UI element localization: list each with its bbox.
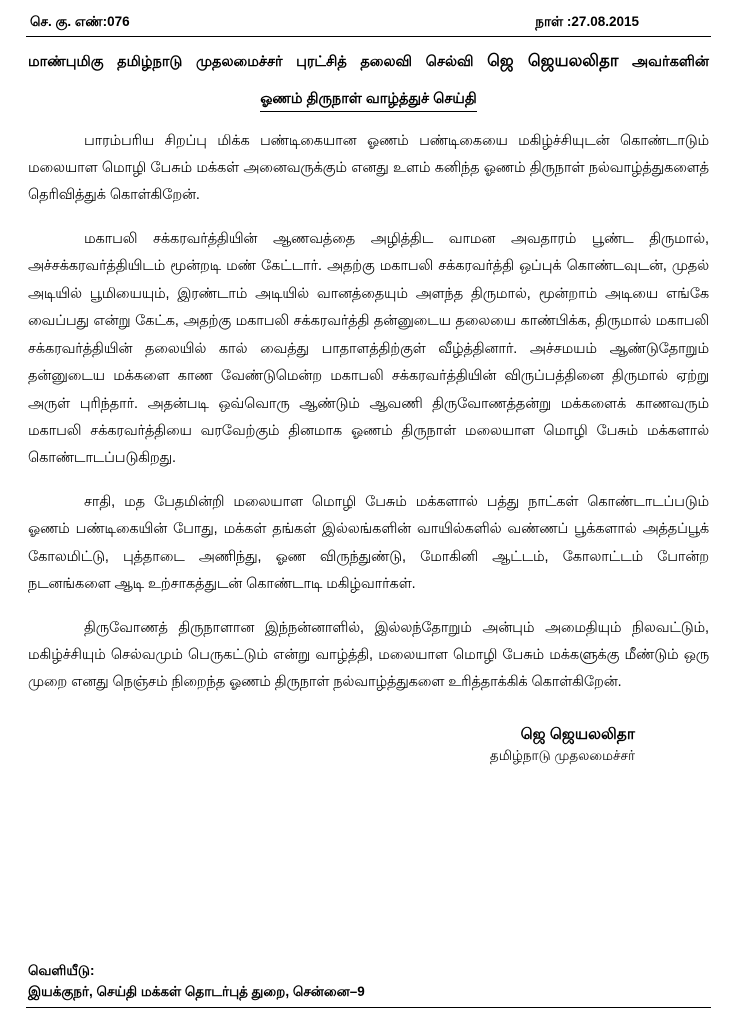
document-footer	[26, 963, 711, 1008]
addressee-name: ஜெ ஜெயலலிதா	[487, 52, 619, 70]
addressee-suffix: அவர்களின்	[618, 54, 709, 70]
signatory-designation: தமிழ்நாடு முதலமைச்சர்	[489, 748, 635, 764]
signature-block	[26, 723, 711, 767]
footer-label: வெளியீடு:	[28, 963, 95, 978]
header-divider	[26, 36, 711, 37]
body-paragraph-4: திருவோணத் திருநாளான இந்நன்னாளில், இல்லந்தோறும் அன்பும் அமைதியும் நிலவட்டும், மகிழ்ச்சியும் செல்வமும் பெருகட்டும் என்று வாழ்த்தி, மலையாள மொழி பேசும் மக்களுக்கு மீண்டும் ஒரு முறை எனது நெஞ்சம் நிறைந்த ஓணம் திருநாள் நல்வாழ்த்துகளை உரித்தாக்கிக் கொள்கிறேன்.	[28, 619, 709, 691]
addressee-line	[26, 49, 711, 75]
document-header	[26, 14, 711, 32]
body-paragraph-3: சாதி, மத பேதமின்றி மலையாள மொழி பேசும் மக்களால் பத்து நாட்கள் கொண்டாடப்படும் ஓணம் பண்டிகையின் போது, மக்கள் தங்கள் இல்லங்களின் வாயில்களில் வண்ணப் பூக்களால் அத்தப்பூக் கோலமிட்டு, புத்தாடை அணிந்து, ஓண விருந்துண்டு, மோகினி ஆட்டம், கோலாட்டம் போன்ற நடனங்களை ஆடி உற்சாகத்துடன் கொண்டாடி மகிழ்வார்கள்.	[28, 493, 709, 593]
footer-issuer: இயக்குநர், செய்தி மக்கள் தொடர்புத் துறை, சென்னை–9	[28, 984, 365, 999]
body-paragraph-2: மகாபலி சக்கரவர்த்தியின் ஆணவத்தை அழித்திட வாமன அவதாரம் பூண்ட திருமால், அச்சக்கரவர்த்தியிடம் மூன்றடி மண் கேட்டார். அதற்கு மகாபலி சக்கரவர்த்தி ஒப்புக் கொண்டவுடன், முதல் அடியில் பூமியையும், இரண்டாம் அடியில் வானத்தையும் அளந்த திருமால், மூன்றாம் அடியை எங்கே வைப்பது என்று கேட்க, அதற்கு மகாபலி சக்கரவர்த்தி தன்னுடைய தலையை காண்பிக்க, திருமால் மகாபலி சக்கரவர்த்தியின் தலையில் கால் வைத்து பாதாளத்திற்குள் வீழ்த்தினார். அச்சமயம் ஆண்டுதோறும் தன்னுடைய மக்களை காண வேண்டுமென்ற மகாபலி சக்கரவர்த்தியின் விருப்பத்தினை திருமால் ஏற்று அருள் புரிந்தார். அதன்படி ஒவ்வொரு ஆண்டும் ஆவணி திருவோணத்தன்று மக்களைக் காணவரும் மகாபலி சக்கரவர்த்தியை வரவேற்கும் தினமாக ஓணம் திருநாள் மலையாள மொழி பேசும் மக்களால் கொண்டாடப்படுகிறது.	[28, 230, 709, 467]
subject-text: ஓணம் திருநாள் வாழ்த்துச் செய்தி	[260, 91, 476, 112]
document-date: நாள் :27.08.2015	[535, 14, 639, 29]
reference-number: செ. கு. எண்:076	[30, 14, 130, 29]
footer-divider	[26, 1007, 711, 1008]
body-paragraph-1: பாரம்பரிய சிறப்பு மிக்க பண்டிகையான ஓணம் பண்டிகையை மகிழ்ச்சியுடன் கொண்டாடும் மலையாள மொழி பேசும் மக்கள் அனைவருக்கும் எனது உளம் கனிந்த ஓணம் திருநாள் நல்வாழ்த்துகளைத் தெரிவித்துக் கொள்கிறேன்.	[28, 132, 709, 204]
signatory-name: ஜெ ஜெயலலிதா	[520, 725, 635, 743]
addressee-prefix: மாண்புமிகு தமிழ்நாடு முதலமைச்சர் புரட்சித் தலைவி செல்வி	[28, 54, 488, 70]
document-subject	[26, 91, 711, 112]
